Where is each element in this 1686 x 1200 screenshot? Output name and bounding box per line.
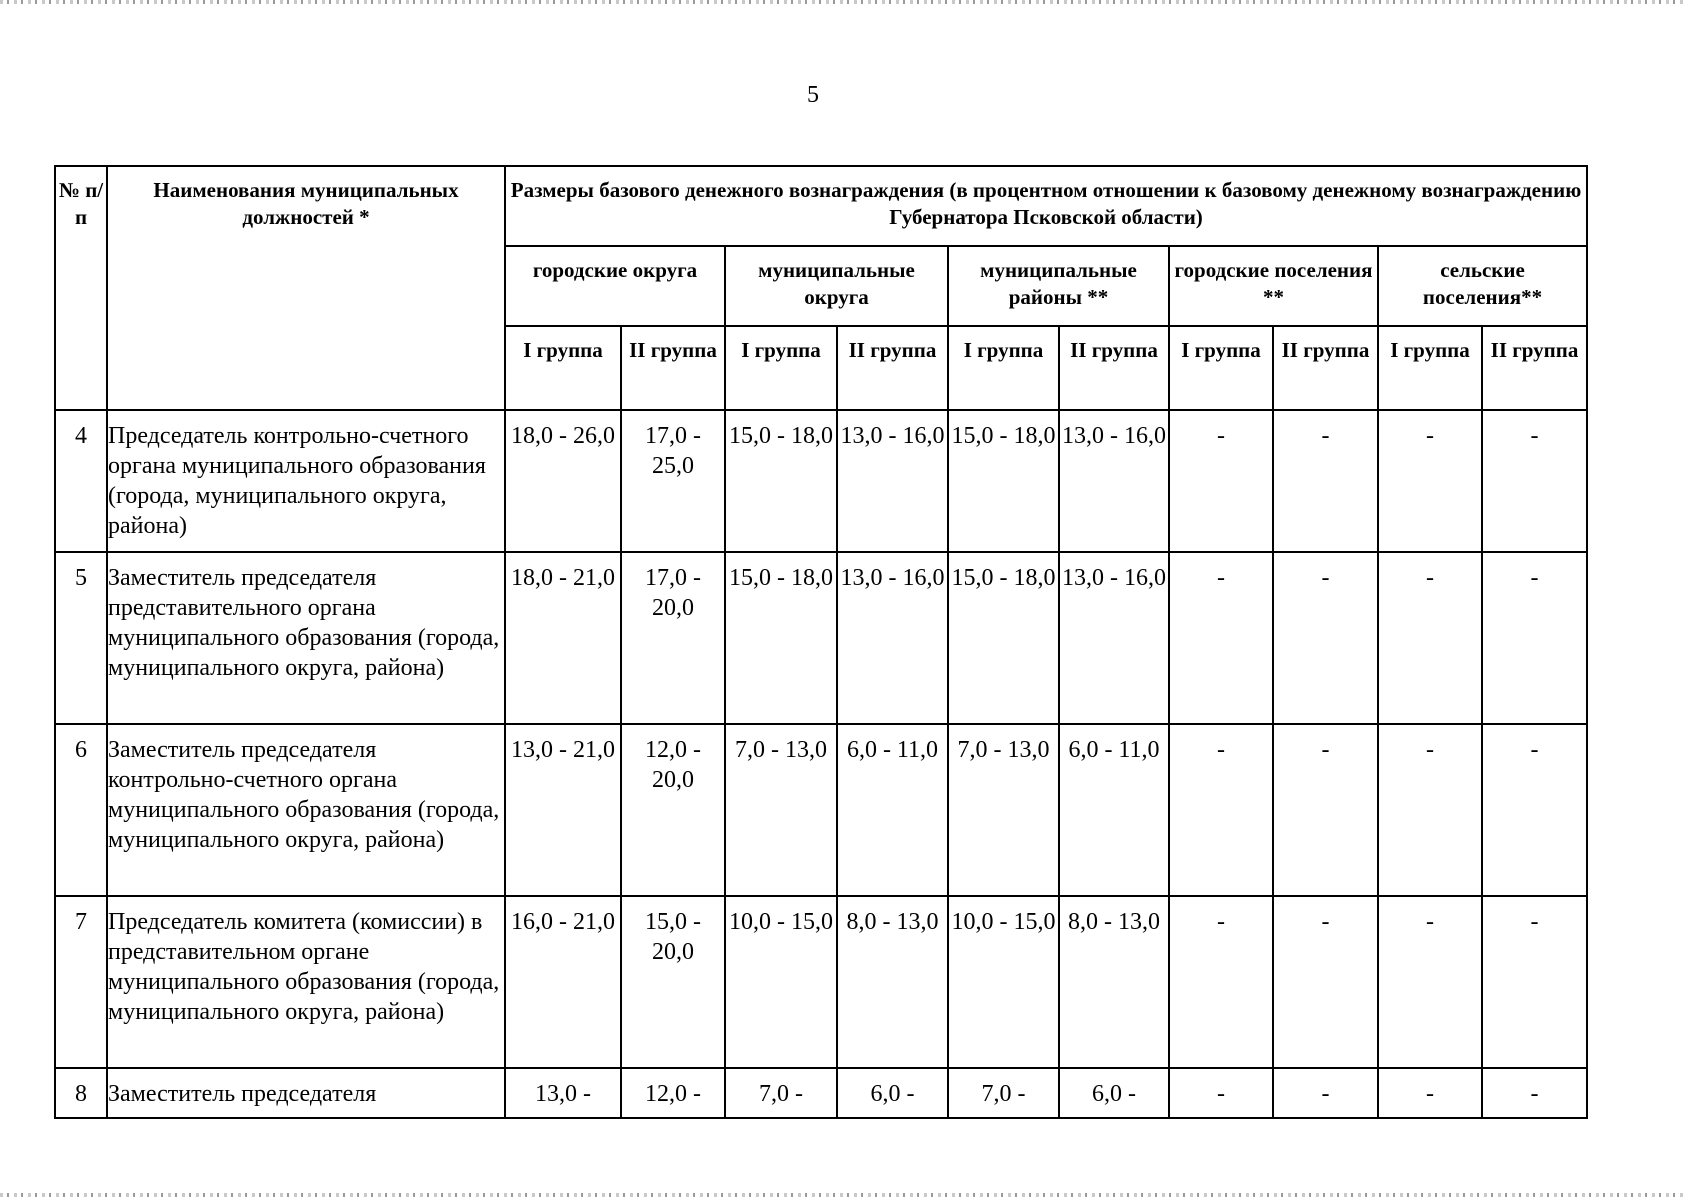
subgroup-header: II группа: [1059, 326, 1169, 410]
value-cell: -: [1273, 724, 1378, 896]
value-cell: -: [1273, 552, 1378, 724]
group-header: муниципальные округа: [725, 246, 948, 326]
value-cell: 18,0 - 21,0: [505, 552, 621, 724]
value-cell: 6,0 -: [1059, 1068, 1169, 1118]
value-cell: 16,0 - 21,0: [505, 896, 621, 1068]
value-cell: 13,0 - 16,0: [1059, 552, 1169, 724]
value-cell: -: [1169, 724, 1273, 896]
value-cell: -: [1482, 410, 1587, 552]
subgroup-header: II группа: [1273, 326, 1378, 410]
value-cell: -: [1378, 896, 1482, 1068]
subgroup-header: I группа: [725, 326, 837, 410]
table-row: [55, 410, 1587, 552]
table-row: [55, 724, 1587, 896]
value-cell: -: [1378, 410, 1482, 552]
row-number: 5: [55, 552, 107, 724]
header-row-1: [55, 166, 1587, 246]
position-name: Заместитель председателя контрольно-счетного органа муниципального образования (города, муниципального округа, района): [107, 724, 505, 896]
position-name: Заместитель председателя представительного органа муниципального образования (города, муниципального округа, района): [107, 552, 505, 724]
row-number: 4: [55, 410, 107, 552]
value-cell: 17,0 - 25,0: [621, 410, 725, 552]
value-cell: 7,0 -: [725, 1068, 837, 1118]
value-cell: 13,0 - 16,0: [1059, 410, 1169, 552]
value-cell: 15,0 - 18,0: [725, 552, 837, 724]
value-cell: 15,0 - 20,0: [621, 896, 725, 1068]
value-cell: -: [1378, 1068, 1482, 1118]
row-number: 8: [55, 1068, 107, 1118]
group-header: муниципальные районы **: [948, 246, 1169, 326]
value-cell: 10,0 - 15,0: [725, 896, 837, 1068]
table-row: [55, 552, 1587, 724]
header-sizes: Размеры базового денежного вознаграждения (в процентном отношении к базовому денежному вознаграждению Губернатора Псковской области): [505, 166, 1587, 246]
page-number: 5: [807, 82, 819, 108]
value-cell: 6,0 - 11,0: [1059, 724, 1169, 896]
value-cell: -: [1273, 410, 1378, 552]
header-num: № п/п: [55, 166, 107, 410]
value-cell: 15,0 - 18,0: [725, 410, 837, 552]
salary-table: [54, 165, 1588, 1119]
value-cell: 13,0 -: [505, 1068, 621, 1118]
value-cell: -: [1482, 896, 1587, 1068]
subgroup-header: II группа: [1482, 326, 1587, 410]
group-header: городские округа: [505, 246, 725, 326]
value-cell: -: [1273, 896, 1378, 1068]
row-number: 6: [55, 724, 107, 896]
scan-edge-bottom: [0, 1193, 1686, 1197]
value-cell: -: [1169, 1068, 1273, 1118]
value-cell: -: [1273, 1068, 1378, 1118]
value-cell: -: [1482, 1068, 1587, 1118]
value-cell: 8,0 - 13,0: [1059, 896, 1169, 1068]
value-cell: 12,0 - 20,0: [621, 724, 725, 896]
value-cell: 18,0 - 26,0: [505, 410, 621, 552]
subgroup-header: II группа: [621, 326, 725, 410]
group-header: сельские поселения**: [1378, 246, 1587, 326]
value-cell: 15,0 - 18,0: [948, 552, 1059, 724]
subgroup-header: I группа: [1169, 326, 1273, 410]
value-cell: -: [1482, 724, 1587, 896]
header-position-name: Наименования муниципальных должностей *: [107, 166, 505, 410]
value-cell: -: [1482, 552, 1587, 724]
value-cell: 6,0 -: [837, 1068, 948, 1118]
scan-edge-top: [0, 0, 1686, 4]
value-cell: -: [1378, 552, 1482, 724]
table-row: [55, 896, 1587, 1068]
value-cell: 7,0 - 13,0: [725, 724, 837, 896]
group-header: городские поселения **: [1169, 246, 1378, 326]
value-cell: 13,0 - 16,0: [837, 410, 948, 552]
value-cell: -: [1378, 724, 1482, 896]
subgroup-header: I группа: [505, 326, 621, 410]
value-cell: 17,0 - 20,0: [621, 552, 725, 724]
row-number: 7: [55, 896, 107, 1068]
value-cell: 8,0 - 13,0: [837, 896, 948, 1068]
subgroup-header: I группа: [1378, 326, 1482, 410]
value-cell: 6,0 - 11,0: [837, 724, 948, 896]
position-name: Заместитель председателя: [107, 1068, 505, 1118]
value-cell: 13,0 - 16,0: [837, 552, 948, 724]
value-cell: -: [1169, 410, 1273, 552]
position-name: Председатель комитета (комиссии) в представительном органе муниципального образования (города, муниципального округа, района): [107, 896, 505, 1068]
value-cell: 7,0 -: [948, 1068, 1059, 1118]
value-cell: 12,0 -: [621, 1068, 725, 1118]
value-cell: 10,0 - 15,0: [948, 896, 1059, 1068]
subgroup-header: I группа: [948, 326, 1059, 410]
value-cell: 7,0 - 13,0: [948, 724, 1059, 896]
value-cell: -: [1169, 896, 1273, 1068]
value-cell: -: [1169, 552, 1273, 724]
value-cell: 15,0 - 18,0: [948, 410, 1059, 552]
table-row: [55, 1068, 1587, 1118]
subgroup-header: II группа: [837, 326, 948, 410]
position-name: Председатель контрольно-счетного органа муниципального образования (города, муниципального округа, района): [107, 410, 505, 552]
value-cell: 13,0 - 21,0: [505, 724, 621, 896]
